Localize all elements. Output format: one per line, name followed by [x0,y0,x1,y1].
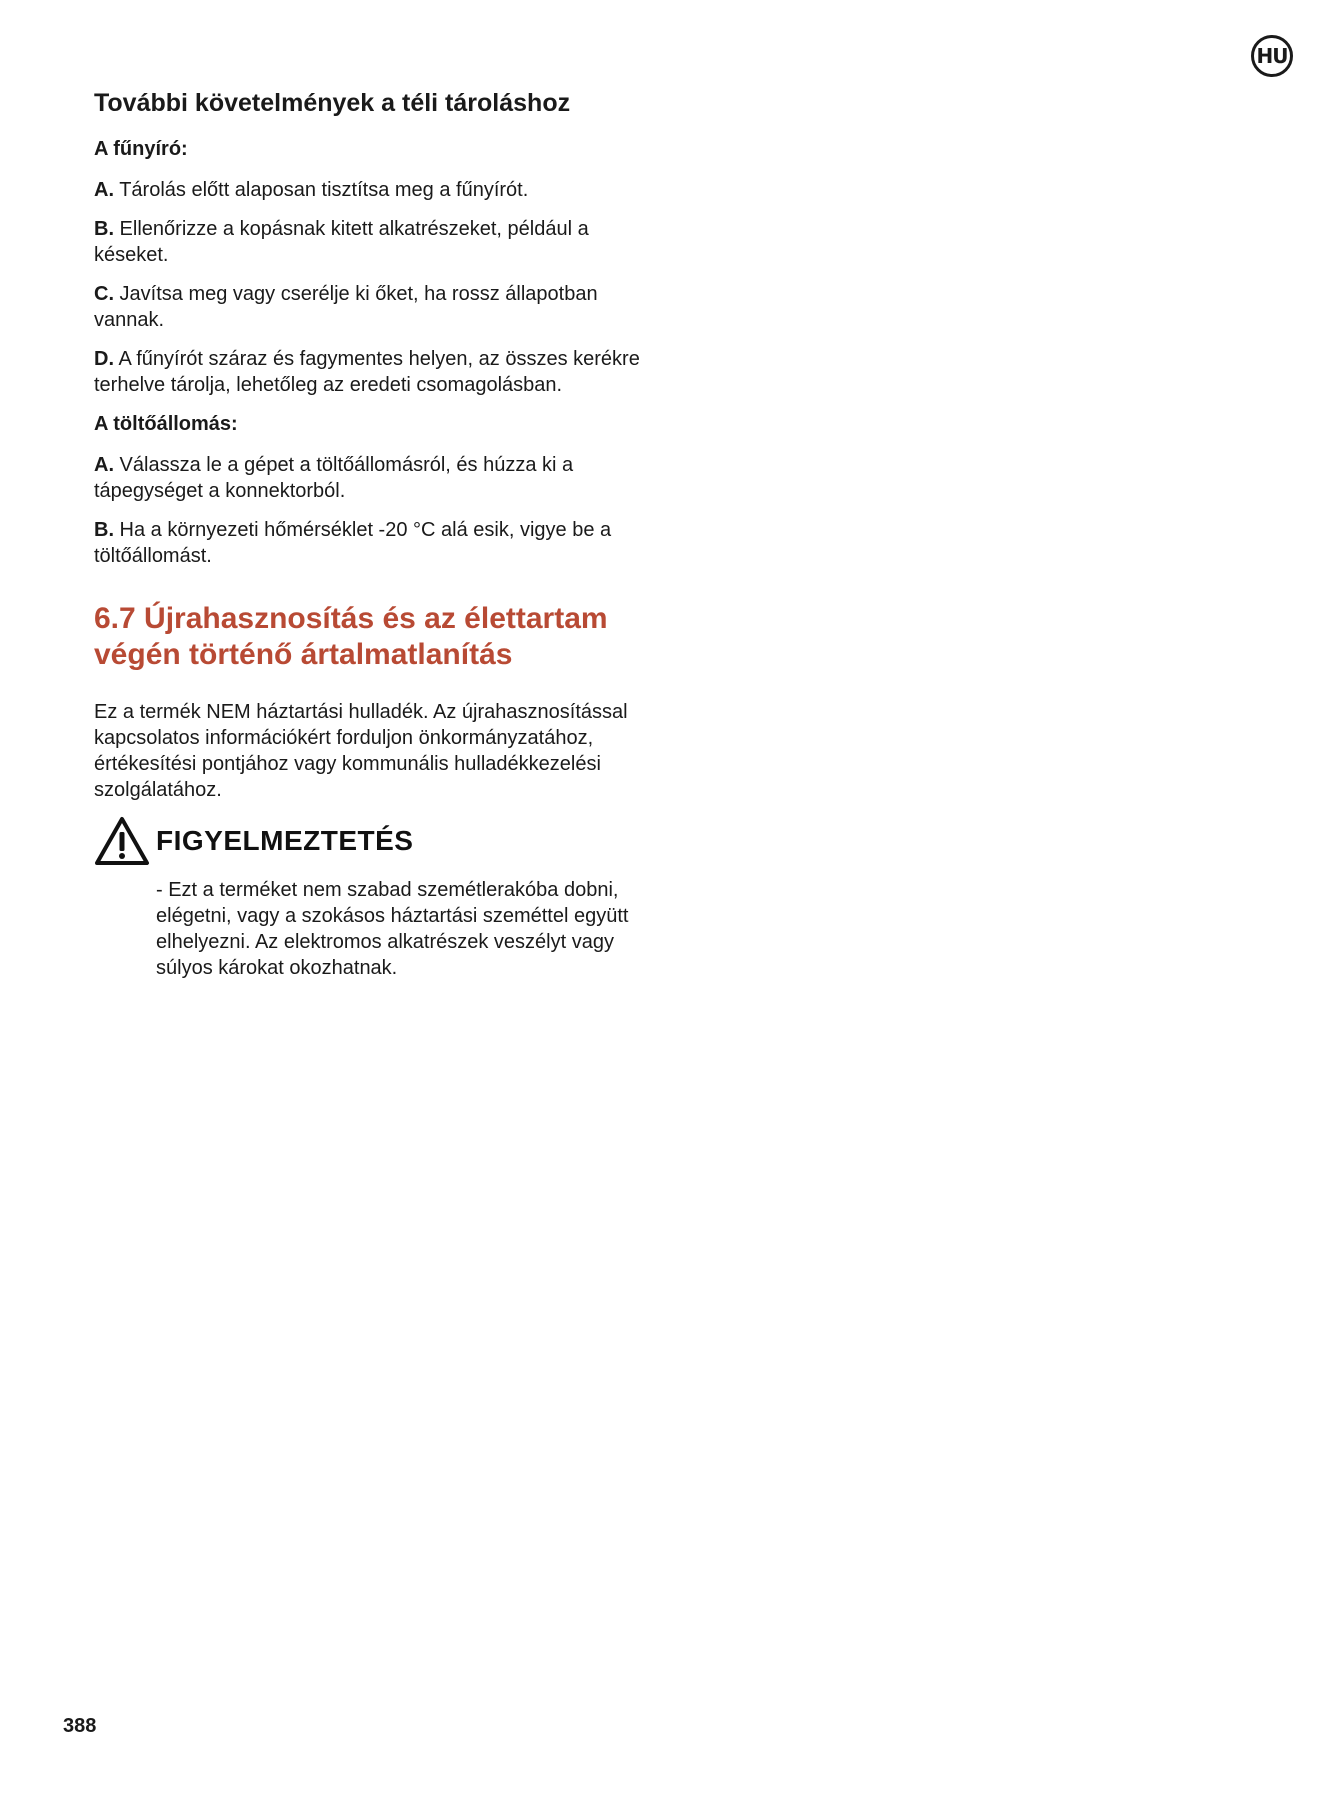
language-badge: HU [1251,35,1293,77]
item-text: Ha a környezeti hőmérséklet -20 °C alá esik, vigye be a töltőállomást. [94,519,612,567]
item-letter: D. [94,348,114,370]
station-item-b [94,517,654,569]
warning-title: FIGYELMEZTETÉS [156,825,414,856]
mower-subheading: A fűnyíró: [94,138,188,160]
section-paragraph: Ez a termék NEM háztartási hulladék. Az újrahasznosítással kapcsolatos információkért forduljon önkormányzatához, értékesítési pontjához vagy kommunális hulladékkezelési szolgálatához. [94,701,628,801]
mower-item-c [94,281,654,333]
page-heading: További követelmények a téli tároláshoz [94,89,571,117]
section-title: 6.7 Újrahasznosítás és az élettartam végén történő ártalmatlanítás [94,602,608,671]
item-letter: A. [94,179,114,201]
item-letter: B. [94,218,114,240]
page-number: 388 [63,1715,97,1737]
item-letter: C. [94,283,114,305]
mower-item-d [94,346,654,398]
warning-box [94,815,654,1005]
item-text: Válassza le a gépet a töltőállomásról, és húzza ki a tápegységet a konnektorból. [94,454,574,502]
item-text: Tárolás előtt alaposan tisztítsa meg a fűnyírót. [114,179,529,201]
mower-item-b [94,216,654,268]
main-content [94,88,654,1005]
item-text: Ellenőrizze a kopásnak kitett alkatrészeket, például a késeket. [94,218,589,266]
mower-item-a [94,177,654,203]
item-letter: B. [94,519,114,541]
station-subheading: A töltőállomás: [94,413,238,435]
warning-triangle-icon [94,815,150,867]
item-text: A fűnyírót száraz és fagymentes helyen, az összes kerékre terhelve tárolja, lehetőleg az eredeti csomagolásban. [94,348,640,396]
item-text: Javítsa meg vagy cserélje ki őket, ha rossz állapotban vannak. [94,283,598,331]
item-letter: A. [94,454,114,476]
warning-text: - Ezt a terméket nem szabad szemétlerakóba dobni, elégetni, vagy a szokásos háztartási szeméttel együtt elhelyezni. Az elektromos alkatrészek veszélyt vagy súlyos károkat okozhatnak. [156,879,629,979]
station-item-a [94,452,654,504]
